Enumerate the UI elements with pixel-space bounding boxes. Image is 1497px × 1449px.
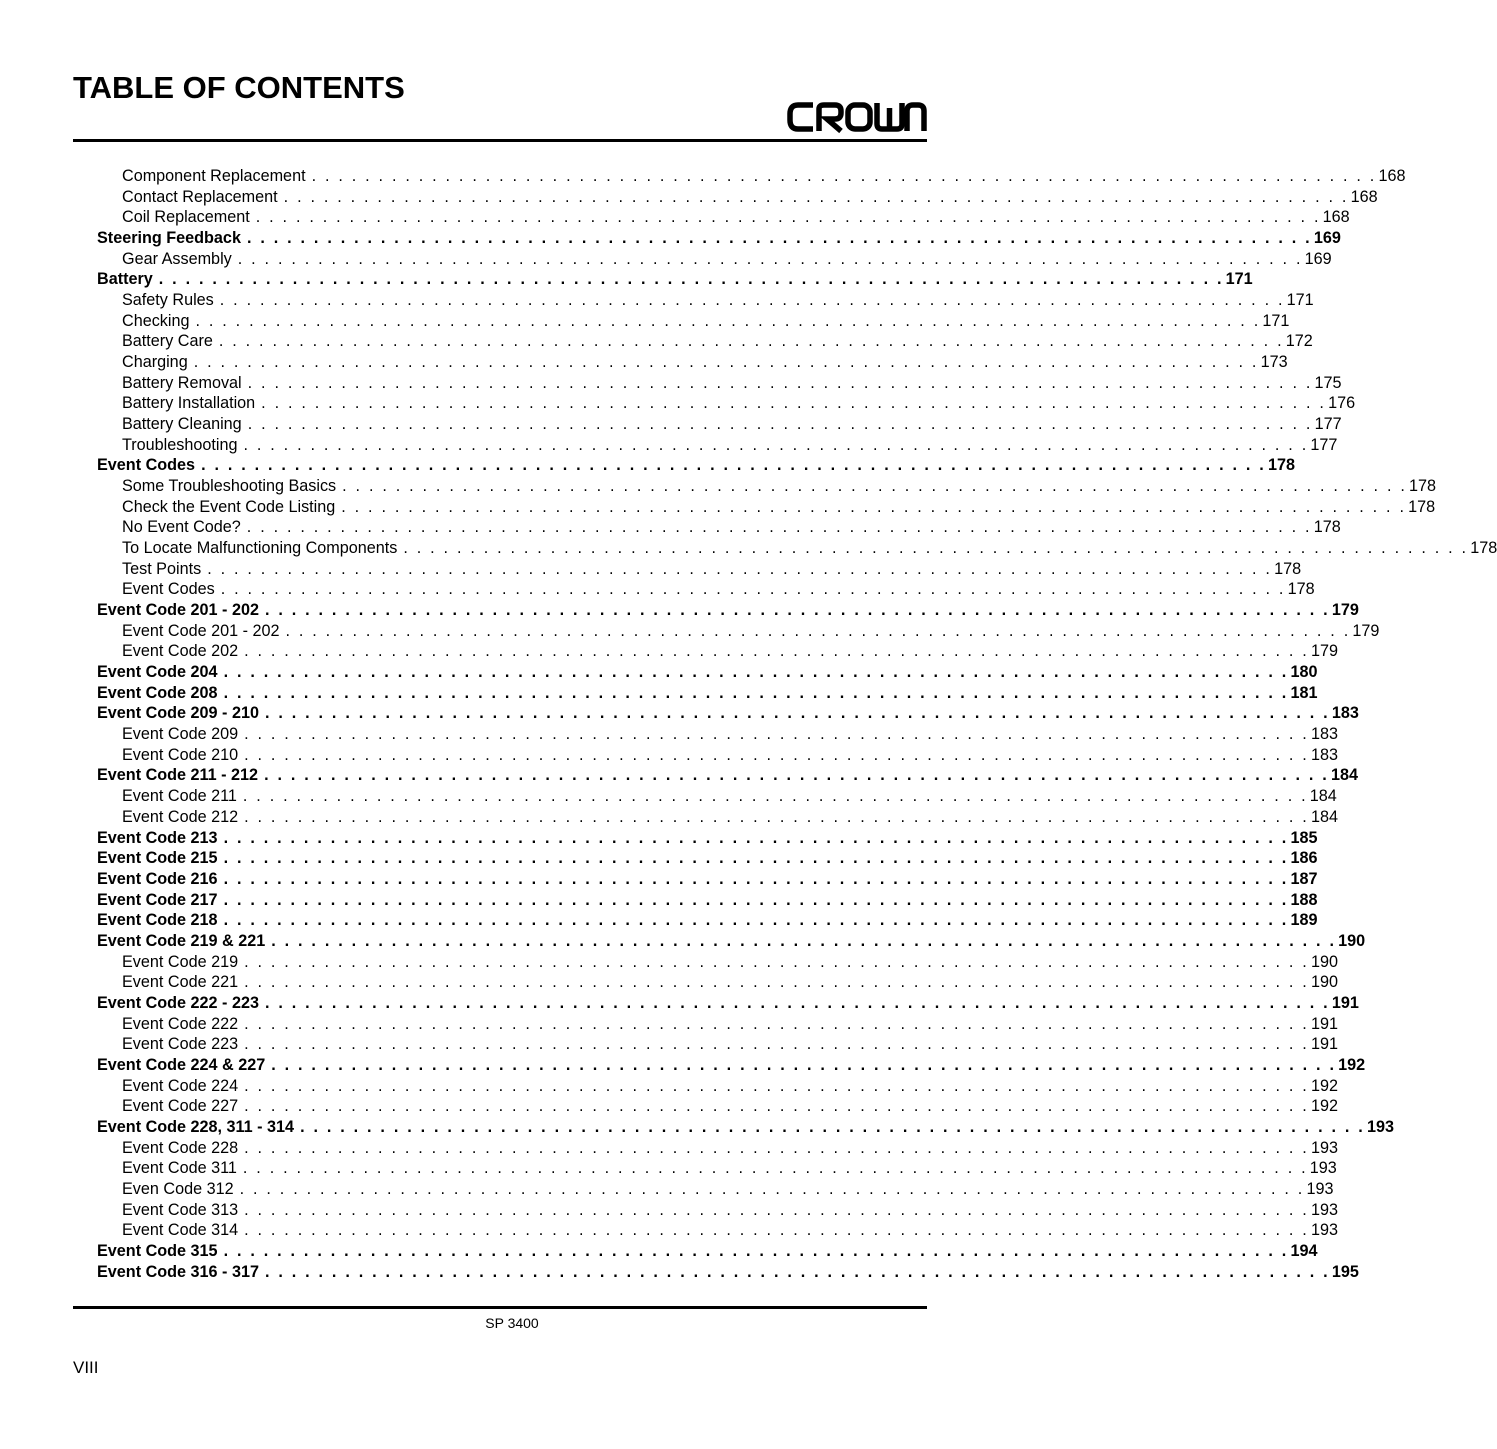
toc-entry-title: Event Code 202 (122, 642, 239, 661)
toc-subsection-entry[interactable] (97, 724, 1339, 745)
toc-entry-page: 178 (1274, 559, 1302, 578)
toc-entry-title: Event Code 224 (122, 1076, 239, 1095)
toc-section-entry[interactable] (97, 869, 1318, 890)
toc-dot-leader: . . . . . . . . . . . . . . . . . . . . . . . . . . . . . . . . . . . . . . . . . . . . . . . . . . . . . . . . . . . . . . . . . . . . . . . . . . . . . . . . (223, 890, 1289, 909)
toc-dot-leader: . . . . . . . . . . . . . . . . . . . . . . . . . . . . . . . . . . . . . . . . . . . . . . . . . . . . . . . . . . . . . . . . . . . . . . . . . . . . . . . . (247, 415, 1313, 434)
toc-entry-title: Event Codes (122, 580, 215, 599)
toc-entry-title: Event Code 208 (97, 683, 218, 702)
toc-dot-leader: . . . . . . . . . . . . . . . . . . . . . . . . . . . . . . . . . . . . . . . . . . . . . . . . . . . . . . . . . . . . . . . . . . . . . . . . . . . . . . . . (264, 601, 1330, 620)
toc-entry-page: 193 (1366, 1117, 1394, 1136)
toc-subsection-entry[interactable] (97, 249, 1332, 270)
toc-dot-leader: . . . . . . . . . . . . . . . . . . . . . . . . . . . . . . . . . . . . . . . . . . . . . . . . . . . . . . . . . . . . . . . . . . . . . . . . . . . . . . . . (219, 291, 1285, 310)
toc-entry-title: Component Replacement (122, 167, 306, 185)
toc-subsection-entry[interactable] (97, 1138, 1339, 1159)
toc-dot-leader: . . . . . . . . . . . . . . . . . . . . . . . . . . . . . . . . . . . . . . . . . . . . . . . . . . . . . . . . . . . . . . . . . . . . . . . . . . . . . . . . (242, 787, 1308, 806)
toc-entry-title: Battery (97, 270, 153, 289)
toc-dot-leader: . . . . . . . . . . . . . . . . . . . . . . . . . . . . . . . . . . . . . . . . . . . . . . . . . . . . . . . . . . . . . . . . . . . . . . . . . . . . . . . . (218, 332, 1284, 351)
toc-entry-title: Event Code 313 (122, 1200, 239, 1219)
toc-dot-leader: . . . . . . . . . . . . . . . . . . . . . . . . . . . . . . . . . . . . . . . . . . . . . . . . . . . . . . . . . . . . . . . . . . . . . . . . . . . . . . . . (271, 931, 1337, 950)
toc-dot-leader: . . . . . . . . . . . . . . . . . . . . . . . . . . . . . . . . . . . . . . . . . . . . . . . . . . . . . . . . . . . . . . . . . . . . . . . . . . . . . . . . (223, 663, 1289, 682)
toc-entry-title: Troubleshooting (122, 435, 238, 454)
toc-entry-page: 169 (1304, 249, 1332, 268)
toc-entry-title: Gear Assembly (122, 249, 232, 268)
toc-dot-leader: . . . . . . . . . . . . . . . . . . . . . . . . . . . . . . . . . . . . . . . . . . . . . . . . . . . . . . . . . . . . . . . . . . . . . . . . . . . . . . . . (261, 394, 1327, 413)
toc-entry-title: Event Code 211 (122, 787, 237, 806)
toc-subsection-entry[interactable] (97, 311, 1290, 332)
toc-entry-title: Event Code 218 (97, 911, 218, 930)
toc-section-entry[interactable] (97, 1117, 1394, 1138)
toc-entry-title: Event Codes (97, 456, 196, 475)
toc-section-entry[interactable] (97, 848, 1318, 869)
toc-dot-leader: . . . . . . . . . . . . . . . . . . . . . . . . . . . . . . . . . . . . . . . . . . . . . . . . . . . . . . . . . . . . . . . . . . . . . . . . . . . . . . . . (244, 1035, 1309, 1054)
toc-entry-title: Event Code 219 & 221 (97, 931, 266, 950)
toc-entry-title: Test Points (122, 559, 202, 578)
toc-subsection-entry[interactable] (97, 786, 1337, 807)
toc-entry-title: Battery Cleaning (122, 415, 242, 434)
toc-entry-title: Check the Event Code Listing (122, 497, 336, 516)
toc-entry-title: Event Code 315 (97, 1241, 218, 1260)
toc-entry-page: 191 (1311, 1014, 1339, 1033)
toc-dot-leader: . . . . . . . . . . . . . . . . . . . . . . . . . . . . . . . . . . . . . . . . . . . . . . . . . . . . . . . . . . . . . . . . . . . . . . . . . . . . . . . . (283, 187, 1349, 206)
toc-entry-title: Some Troubleshooting Basics (122, 477, 337, 496)
toc-entry-title: Event Code 227 (122, 1097, 239, 1116)
toc-entry-title: Checking (122, 311, 190, 330)
toc-entry-page: 194 (1290, 1241, 1318, 1260)
toc-section-entry[interactable] (97, 703, 1359, 724)
toc-entry-title: Event Code 212 (122, 807, 239, 826)
toc-subsection-entry[interactable] (97, 476, 1437, 497)
toc-dot-leader: . . . . . . . . . . . . . . . . . . . . . . . . . . . . . . . . . . . . . . . . . . . . . . . . . . . . . . . . . . . . . . . . . . . . . . . . . . . . . . . . (242, 1159, 1308, 1178)
toc-dot-leader: . . . . . . . . . . . . . . . . . . . . . . . . . . . . . . . . . . . . . . . . . . . . . . . . . . . . . . . . . . . . . . . . . . . . . . . . . . . . . . . . (264, 993, 1330, 1012)
toc-entry-title: Event Code 316 - 317 (97, 1262, 259, 1281)
toc-dot-leader: . . . . . . . . . . . . . . . . . . . . . . . . . . . . . . . . . . . . . . . . . . . . . . . . . . . . . . . . . . . . . . . . . . . . . . . . . . . . . . . . (244, 725, 1309, 744)
toc-dot-leader: . . . . . . . . . . . . . . . . . . . . . . . . . . . . . . . . . . . . . . . . . . . . . . . . . . . . . . . . . . . . . . . . . . . . . . . . . . . . . . . . (403, 539, 1469, 558)
toc-entry-page: 178 (1287, 580, 1315, 599)
toc-subsection-entry[interactable] (97, 517, 1341, 538)
toc-entry-page: 186 (1290, 849, 1318, 868)
toc-entry-page: 168 (1322, 208, 1350, 227)
crown-logo (786, 100, 928, 134)
toc-entry-page: 191 (1331, 993, 1359, 1012)
toc-entry-page: 171 (1286, 291, 1314, 310)
toc-subsection-entry[interactable] (97, 187, 1378, 208)
toc-entry-title: Event Code 210 (122, 745, 239, 764)
toc-subsection-entry[interactable] (97, 1158, 1337, 1179)
toc-subsection-entry[interactable] (97, 435, 1338, 456)
toc-dot-leader: . . . . . . . . . . . . . . . . . . . . . . . . . . . . . . . . . . . . . . . . . . . . . . . . . . . . . . . . . . . . . . . . . . . . . . . . . . . . . . . . (264, 766, 1329, 785)
toc-entry-page: 172 (1285, 332, 1313, 351)
toc-dot-leader: . . . . . . . . . . . . . . . . . . . . . . . . . . . . . . . . . . . . . . . . . . . . . . . . . . . . . . . . . . . . . . . . . . . . . . . . . . . . . . . . (311, 167, 1377, 185)
toc-entry-title: To Locate Malfunctioning Components (122, 539, 398, 558)
toc-dot-leader: . . . . . . . . . . . . . . . . . . . . . . . . . . . . . . . . . . . . . . . . . . . . . . . . . . . . . . . . . . . . . . . . . . . . . . . . . . . . . . . . (223, 683, 1289, 702)
toc-entry-title: Event Code 204 (97, 663, 218, 682)
toc-entry-title: Battery Removal (122, 373, 242, 392)
toc-dot-leader: . . . . . . . . . . . . . . . . . . . . . . . . . . . . . . . . . . . . . . . . . . . . . . . . . . . . . . . . . . . . . . . . . . . . . . . . . . . . . . . . (285, 621, 1351, 640)
toc-dot-leader: . . . . . . . . . . . . . . . . . . . . . . . . . . . . . . . . . . . . . . . . . . . . . . . . . . . . . . . . . . . . . . . . . . . . . . . . . . . . . . . . (247, 373, 1313, 392)
toc-entry-page: 183 (1331, 704, 1359, 723)
toc-entry-title: Contact Replacement (122, 187, 278, 206)
toc-entry-title: Event Code 219 (122, 952, 239, 971)
toc-dot-leader: . . . . . . . . . . . . . . . . . . . . . . . . . . . . . . . . . . . . . . . . . . . . . . . . . . . . . . . . . . . . . . . . . . . . . . . . . . . . . . . . (244, 1097, 1309, 1116)
toc-entry-page: 183 (1311, 725, 1339, 744)
toc-subsection-entry[interactable] (97, 952, 1339, 973)
toc-section-entry[interactable] (97, 765, 1358, 786)
toc-dot-leader: . . . . . . . . . . . . . . . . . . . . . . . . . . . . . . . . . . . . . . . . . . . . . . . . . . . . . . . . . . . . . . . . . . . . . . . . . . . . . . . . (244, 1221, 1309, 1240)
toc-dot-leader: . . . . . . . . . . . . . . . . . . . . . . . . . . . . . . . . . . . . . . . . . . . . . . . . . . . . . . . . . . . . . . . . . . . . . . . . . . . . . . . . (207, 559, 1273, 578)
toc-entry-page: 178 (1470, 539, 1497, 558)
toc-dot-leader: . . . . . . . . . . . . . . . . . . . . . . . . . . . . . . . . . . . . . . . . . . . . . . . . . . . . . . . . . . . . . . . . . . . . . . . . . . . . . . . . (255, 208, 1321, 227)
toc-entry-page: 179 (1311, 642, 1339, 661)
toc-subsection-entry[interactable] (97, 497, 1436, 518)
toc-entry-page: 168 (1350, 187, 1378, 206)
toc-entry-title: Steering Feedback (97, 229, 241, 248)
toc-entry-page: 195 (1331, 1262, 1359, 1281)
toc-entry-page: 193 (1311, 1221, 1339, 1240)
toc-dot-leader: . . . . . . . . . . . . . . . . . . . . . . . . . . . . . . . . . . . . . . . . . . . . . . . . . . . . . . . . . . . . . . . . . . . . . . . . . . . . . . . . (243, 435, 1309, 454)
toc-dot-leader: . . . . . . . . . . . . . . . . . . . . . . . . . . . . . . . . . . . . . . . . . . . . . . . . . . . . . . . . . . . . . . . . . . . . . . . . . . . . . . . . (223, 828, 1289, 847)
toc-dot-leader: . . . . . . . . . . . . . . . . . . . . . . . . . . . . . . . . . . . . . . . . . . . . . . . . . . . . . . . . . . . . . . . . . . . . . . . . . . . . . . . . (244, 642, 1309, 661)
toc-entry-title: Battery Care (122, 332, 213, 351)
toc-section-entry[interactable] (97, 1055, 1366, 1076)
toc-entry-page: 187 (1290, 869, 1318, 888)
toc-subsection-entry[interactable] (97, 1179, 1334, 1200)
toc-dot-leader: . . . . . . . . . . . . . . . . . . . . . . . . . . . . . . . . . . . . . . . . . . . . . . . . . . . . . . . . . . . . . . . . . . . . . . . . . . . . . . . . (244, 1138, 1309, 1157)
toc-entry-page: 191 (1311, 1035, 1339, 1054)
toc-subsection-entry[interactable] (97, 290, 1314, 311)
toc-subsection-entry[interactable] (97, 621, 1380, 642)
toc-entry-title: Event Code 314 (122, 1221, 239, 1240)
toc-dot-leader: . . . . . . . . . . . . . . . . . . . . . . . . . . . . . . . . . . . . . . . . . . . . . . . . . . . . . . . . . . . . . . . . . . . . . . . . . . . . . . . . (244, 1076, 1309, 1095)
toc-entry-page: 190 (1311, 973, 1339, 992)
toc-subsection-entry[interactable] (97, 1220, 1339, 1241)
toc-entry-title: No Event Code? (122, 518, 241, 537)
toc-subsection-entry[interactable] (97, 373, 1342, 394)
toc-entry-title: Event Code 209 - 210 (97, 704, 259, 723)
toc-dot-leader: . . . . . . . . . . . . . . . . . . . . . . . . . . . . . . . . . . . . . . . . . . . . . . . . . . . . . . . . . . . . . . . . . . . . . . . . . . . . . . . . (341, 497, 1407, 516)
toc-entry-page: 181 (1290, 683, 1318, 702)
toc-dot-leader: . . . . . . . . . . . . . . . . . . . . . . . . . . . . . . . . . . . . . . . . . . . . . . . . . . . . . . . . . . . . . . . . . . . . . . . . . . . . . . . . (264, 704, 1330, 723)
toc-section-entry[interactable] (97, 1241, 1318, 1262)
toc-dot-leader: . . . . . . . . . . . . . . . . . . . . . . . . . . . . . . . . . . . . . . . . . . . . . . . . . . . . . . . . . . . . . . . . . . . . . . . . . . . . . . . . (271, 1055, 1337, 1074)
toc-entry-page: 171 (1262, 311, 1290, 330)
toc-subsection-entry[interactable] (97, 1076, 1339, 1097)
toc-dot-leader: . . . . . . . . . . . . . . . . . . . . . . . . . . . . . . . . . . . . . . . . . . . . . . . . . . . . . . . . . . . . . . . . . . . . . . . . . . . . . . . . (244, 973, 1309, 992)
toc-subsection-entry[interactable] (97, 393, 1356, 414)
toc-entry-page: 193 (1311, 1138, 1339, 1157)
toc-entry-title: Event Code 222 - 223 (97, 993, 259, 1012)
toc-entry-page: 184 (1330, 766, 1358, 785)
toc-dot-leader: . . . . . . . . . . . . . . . . . . . . . . . . . . . . . . . . . . . . . . . . . . . . . . . . . . . . . . . . . . . . . . . . . . . . . . . . . . . . . . . . (220, 580, 1286, 599)
toc-dot-leader: . . . . . . . . . . . . . . . . . . . . . . . . . . . . . . . . . . . . . . . . . . . . . . . . . . . . . . . . . . . . . . . . . . . . . . . . . . . . . . . . (223, 1241, 1289, 1260)
toc-dot-leader: . . . . . . . . . . . . . . . . . . . . . . . . . . . . . . . . . . . . . . . . . . . . . . . . . . . . . . . . . . . . . . . . . . . . . . . . . . . . . . . . (342, 477, 1408, 496)
toc-section-entry[interactable] (97, 931, 1366, 952)
toc-subsection-entry[interactable] (97, 352, 1288, 373)
toc-entry-page: 190 (1311, 952, 1339, 971)
toc-dot-leader: . . . . . . . . . . . . . . . . . . . . . . . . . . . . . . . . . . . . . . . . . . . . . . . . . . . . . . . . . . . . . . . . . . . . . . . . . . . . . . . . (244, 952, 1309, 971)
toc-entry-page: 184 (1309, 787, 1337, 806)
toc-entry-page: 193 (1309, 1159, 1337, 1178)
toc-dot-leader: . . . . . . . . . . . . . . . . . . . . . . . . . . . . . . . . . . . . . . . . . . . . . . . . . . . . . . . . . . . . . . . . . . . . . . . . . . . . . . . . (239, 1179, 1305, 1198)
toc-entry-page: 192 (1338, 1055, 1366, 1074)
toc-subsection-entry[interactable] (97, 538, 1497, 559)
toc-subsection-entry[interactable] (97, 807, 1339, 828)
toc-subsection-entry[interactable] (97, 1096, 1339, 1117)
toc-dot-leader: . . . . . . . . . . . . . . . . . . . . . . . . . . . . . . . . . . . . . . . . . . . . . . . . . . . . . . . . . . . . . . . . . . . . . . . . . . . . . . . . (246, 229, 1312, 248)
toc-entry-title: Event Code 222 (122, 1014, 239, 1033)
toc-entry-title: Charging (122, 353, 188, 372)
toc-dot-leader: . . . . . . . . . . . . . . . . . . . . . . . . . . . . . . . . . . . . . . . . . . . . . . . . . . . . . . . . . . . . . . . . . . . . . . . . . . . . . . . . (244, 807, 1309, 826)
toc-entry-page: 185 (1290, 828, 1318, 847)
toc-entry-page: 190 (1338, 931, 1366, 950)
toc-section-entry[interactable] (97, 890, 1318, 911)
toc-section-entry[interactable] (97, 228, 1341, 249)
footer-rule (73, 1306, 927, 1309)
toc-entry-title: Event Code 209 (122, 725, 239, 744)
toc-entry-title: Event Code 228 (122, 1138, 239, 1157)
toc-section-entry[interactable] (97, 600, 1359, 621)
toc-entry-page: 178 (1267, 456, 1295, 475)
toc-dot-leader: . . . . . . . . . . . . . . . . . . . . . . . . . . . . . . . . . . . . . . . . . . . . . . . . . . . . . . . . . . . . . . . . . . . . . . . . . . . . . . . . (223, 911, 1289, 930)
toc-dot-leader: . . . . . . . . . . . . . . . . . . . . . . . . . . . . . . . . . . . . . . . . . . . . . . . . . . . . . . . . . . . . . . . . . . . . . . . . . . . . . . . . (193, 353, 1259, 372)
toc-entry-page: 178 (1409, 477, 1437, 496)
toc-dot-leader: . . . . . . . . . . . . . . . . . . . . . . . . . . . . . . . . . . . . . . . . . . . . . . . . . . . . . . . . . . . . . . . . . . . . . . . . . . . . . . . . (201, 456, 1266, 475)
toc-dot-leader: . . . . . . . . . . . . . . . . . . . . . . . . . . . . . . . . . . . . . . . . . . . . . . . . . . . . . . . . . . . . . . . . . . . . . . . . . . . . . . . . (246, 518, 1312, 537)
toc-entry-page: 175 (1314, 373, 1342, 392)
toc-section-entry[interactable] (97, 828, 1318, 849)
toc-entry-title: Event Code 211 - 212 (97, 766, 259, 785)
toc-entry-page: 193 (1311, 1200, 1339, 1219)
page-number: VIII (73, 1358, 99, 1377)
toc-entry-page: 178 (1408, 497, 1436, 516)
toc-subsection-entry[interactable] (97, 972, 1339, 993)
toc-dot-leader: . . . . . . . . . . . . . . . . . . . . . . . . . . . . . . . . . . . . . . . . . . . . . . . . . . . . . . . . . . . . . . . . . . . . . . . . . . . . . . . . (244, 1014, 1309, 1033)
toc-subsection-entry[interactable] (97, 331, 1313, 352)
toc-entry-title: Event Code 228, 311 - 314 (97, 1117, 295, 1136)
toc-entry-page: 171 (1225, 270, 1253, 289)
toc-entry-title: Event Code 311 (122, 1159, 237, 1178)
toc-section-entry[interactable] (97, 993, 1359, 1014)
toc-subsection-entry[interactable] (97, 1034, 1339, 1055)
toc-entry-page: 192 (1311, 1076, 1339, 1095)
toc-entry-title: Event Code 201 - 202 (97, 601, 259, 620)
toc-section-entry[interactable] (97, 455, 1295, 476)
toc-subsection-entry[interactable] (97, 559, 1302, 580)
toc-subsection-entry[interactable] (97, 579, 1315, 600)
toc-entry-page: 178 (1313, 518, 1341, 537)
toc-entry-title: Event Code 215 (97, 849, 218, 868)
toc-subsection-entry[interactable] (97, 166, 1406, 187)
toc-subsection-entry[interactable] (97, 1014, 1339, 1035)
toc-entry-page: 179 (1352, 621, 1380, 640)
toc-dot-leader: . . . . . . . . . . . . . . . . . . . . . . . . . . . . . . . . . . . . . . . . . . . . . . . . . . . . . . . . . . . . . . . . . . . . . . . . . . . . . . . . (264, 1262, 1330, 1281)
toc-entry-title: Event Code 221 (122, 973, 239, 992)
toc-dot-leader: . . . . . . . . . . . . . . . . . . . . . . . . . . . . . . . . . . . . . . . . . . . . . . . . . . . . . . . . . . . . . . . . . . . . . . . . . . . . . . . . (158, 270, 1224, 289)
toc-entry-title: Event Code 216 (97, 869, 218, 888)
toc-entry-page: 189 (1290, 911, 1318, 930)
toc-section-entry[interactable] (97, 683, 1318, 704)
toc-section-entry[interactable] (97, 1262, 1359, 1283)
toc-entry-page: 176 (1328, 394, 1356, 413)
toc-entry-page: 192 (1311, 1097, 1339, 1116)
toc-entry-page: 183 (1311, 745, 1339, 764)
toc-dot-leader: . . . . . . . . . . . . . . . . . . . . . . . . . . . . . . . . . . . . . . . . . . . . . . . . . . . . . . . . . . . . . . . . . . . . . . . . . . . . . . . . (300, 1117, 1365, 1136)
toc-entry-title: Battery Installation (122, 394, 256, 413)
toc-dot-leader: . . . . . . . . . . . . . . . . . . . . . . . . . . . . . . . . . . . . . . . . . . . . . . . . . . . . . . . . . . . . . . . . . . . . . . . . . . . . . . . . (223, 849, 1289, 868)
toc-entry-page: 173 (1260, 353, 1288, 372)
toc-subsection-entry[interactable] (97, 745, 1339, 766)
toc-entry-title: Event Code 224 & 227 (97, 1055, 266, 1074)
toc-entry-page: 177 (1314, 415, 1342, 434)
toc-entry-title: Event Code 213 (97, 828, 218, 847)
toc-entry-page: 169 (1313, 229, 1341, 248)
toc-entry-page: 168 (1378, 167, 1406, 185)
toc-entry-title: Event Code 201 - 202 (122, 621, 280, 640)
toc-subsection-entry[interactable] (97, 207, 1350, 228)
toc-section-entry[interactable] (97, 910, 1318, 931)
header-rule (73, 139, 927, 142)
toc-entry-title: Even Code 312 (122, 1179, 234, 1198)
toc-section-entry[interactable] (97, 269, 1253, 290)
toc-subsection-entry[interactable] (97, 1200, 1339, 1221)
toc-entry-title: Coil Replacement (122, 208, 250, 227)
page-title: TABLE OF CONTENTS (73, 70, 405, 105)
toc-entry-title: Event Code 223 (122, 1035, 239, 1054)
toc-dot-leader: . . . . . . . . . . . . . . . . . . . . . . . . . . . . . . . . . . . . . . . . . . . . . . . . . . . . . . . . . . . . . . . . . . . . . . . . . . . . . . . . (244, 745, 1309, 764)
toc-dot-leader: . . . . . . . . . . . . . . . . . . . . . . . . . . . . . . . . . . . . . . . . . . . . . . . . . . . . . . . . . . . . . . . . . . . . . . . . . . . . . . . . (195, 311, 1261, 330)
toc-subsection-entry[interactable] (97, 414, 1342, 435)
toc-subsection-entry[interactable] (97, 641, 1339, 662)
toc-list (97, 166, 1497, 1282)
footer-model-code: SP 3400 (485, 1315, 539, 1331)
toc-dot-leader: . . . . . . . . . . . . . . . . . . . . . . . . . . . . . . . . . . . . . . . . . . . . . . . . . . . . . . . . . . . . . . . . . . . . . . . . . . . . . . . . (244, 1200, 1309, 1219)
toc-entry-title: Event Code 217 (97, 890, 218, 909)
toc-dot-leader: . . . . . . . . . . . . . . . . . . . . . . . . . . . . . . . . . . . . . . . . . . . . . . . . . . . . . . . . . . . . . . . . . . . . . . . . . . . . . . . . (223, 869, 1289, 888)
toc-entry-page: 177 (1310, 435, 1338, 454)
toc-section-entry[interactable] (97, 662, 1318, 683)
toc-entry-title: Safety Rules (122, 291, 214, 310)
toc-dot-leader: . . . . . . . . . . . . . . . . . . . . . . . . . . . . . . . . . . . . . . . . . . . . . . . . . . . . . . . . . . . . . . . . . . . . . . . . . . . . . . . . (237, 249, 1303, 268)
toc-entry-page: 193 (1306, 1179, 1334, 1198)
toc-entry-page: 188 (1290, 890, 1318, 909)
toc-entry-page: 179 (1331, 601, 1359, 620)
toc-entry-page: 180 (1290, 663, 1318, 682)
toc-entry-page: 184 (1311, 807, 1339, 826)
